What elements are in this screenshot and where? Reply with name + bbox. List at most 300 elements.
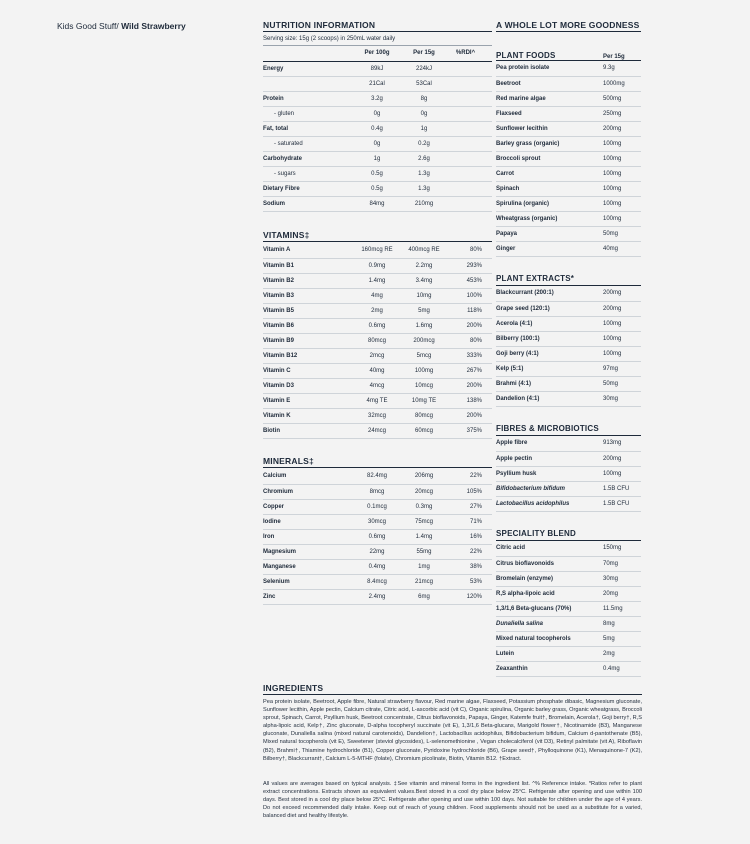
table-row — [263, 408, 492, 423]
row-per15: 1mg — [399, 559, 449, 574]
row-amount: 30mg — [595, 391, 641, 406]
row-label: Energy — [263, 61, 355, 76]
vitamins-title: VITAMINS‡ — [263, 230, 492, 242]
row-label: Vitamin B5 — [263, 303, 355, 318]
row-per100: 8.4mcg — [355, 574, 399, 589]
row-per15: 8g — [399, 91, 449, 106]
row-per100: 8mcg — [355, 484, 399, 499]
row-amount: 1.5B CFU — [595, 496, 641, 511]
row-rdi: 105% — [449, 484, 492, 499]
row-per100: 82.4mg — [355, 469, 399, 484]
row-per15: 224kJ — [399, 61, 449, 76]
row-rdi: 100% — [449, 288, 492, 303]
row-label: Papaya — [496, 226, 595, 241]
row-per100: 1.4mg — [355, 273, 399, 288]
row-amount: 0.4mg — [595, 661, 641, 676]
row-rdi — [449, 151, 492, 166]
plant-foods-table — [496, 61, 641, 257]
fibres-section — [496, 424, 641, 512]
breadcrumb — [57, 21, 186, 31]
row-per15: 206mg — [399, 469, 449, 484]
row-rdi — [449, 61, 492, 76]
table-row — [496, 451, 641, 466]
row-rdi — [449, 91, 492, 106]
goodness-title: A WHOLE LOT MORE GOODNESS — [496, 20, 640, 30]
row-label: Dandelion (4:1) — [496, 391, 595, 406]
table-row — [496, 541, 641, 556]
footnote: All values are averages based on typical analysis. ‡See vitamin and mineral forms in the ingredient list. ^% Reference intake. *Ratios refer to plant extract concentrations. Extracts shown as equivalent values.Best stored in a cool dry place below 25°C. Refrigerate after opening and use within 100 days. Best stored in a cool dry place below 25°C. Refrigerate after opening and use within 100 days. Not suitable for children under the age of 4 years. Do not exceed recommended daily intake. Keep out of reach of young children. Food supplements should not be used as a substitute for a varied, balanced diet and healthy lifestyle. — [263, 781, 642, 820]
row-amount: 2mg — [595, 646, 641, 661]
row-label: Spirulina (organic) — [496, 196, 595, 211]
row-label: Zinc — [263, 589, 355, 604]
plant-extracts-section — [496, 274, 641, 407]
row-label: Selenium — [263, 574, 355, 589]
table-row — [263, 61, 492, 76]
table-row — [263, 484, 492, 499]
row-label: Beetroot — [496, 76, 595, 91]
row-rdi: 200% — [449, 408, 492, 423]
row-label: Wheatgrass (organic) — [496, 211, 595, 226]
row-per100: 2.4mg — [355, 589, 399, 604]
table-row — [263, 106, 492, 121]
table-row — [263, 243, 492, 258]
row-label: Bilberry (100:1) — [496, 331, 595, 346]
row-amount: 250mg — [595, 106, 641, 121]
row-rdi — [449, 121, 492, 136]
table-row — [496, 61, 641, 76]
table-row — [496, 196, 641, 211]
row-per100: 0.6mg — [355, 529, 399, 544]
row-per15: 6mg — [399, 589, 449, 604]
row-per15: 5mcg — [399, 348, 449, 363]
row-per100: 40mg — [355, 363, 399, 378]
table-row — [496, 376, 641, 391]
breadcrumb-prefix[interactable]: Kids Good Stuff/ — [57, 21, 122, 31]
row-rdi — [449, 136, 492, 151]
row-per15: 2.2mg — [399, 258, 449, 273]
row-per100: 0.6mg — [355, 318, 399, 333]
plant-foods-header: Per 15g — [603, 54, 625, 60]
table-row — [263, 574, 492, 589]
speciality-table — [496, 541, 641, 677]
row-label: 1,3/1,6 Beta-glucans (70%) — [496, 601, 595, 616]
row-label: Ginger — [496, 241, 595, 256]
row-label: Bifidobacterium bifidum — [496, 481, 595, 496]
table-row — [263, 181, 492, 196]
table-row — [496, 631, 641, 646]
row-per15: 10mg TE — [399, 393, 449, 408]
row-label: Chromium — [263, 484, 355, 499]
table-row — [263, 136, 492, 151]
row-label: Vitamin B9 — [263, 333, 355, 348]
table-row — [263, 91, 492, 106]
table-row — [263, 151, 492, 166]
row-rdi: 80% — [449, 333, 492, 348]
row-rdi: 120% — [449, 589, 492, 604]
row-label: Vitamin D3 — [263, 378, 355, 393]
row-per15: 1g — [399, 121, 449, 136]
row-rdi: 453% — [449, 273, 492, 288]
header-per15: Per 15g — [399, 46, 449, 61]
row-per15: 60mcg — [399, 423, 449, 438]
table-row — [496, 166, 641, 181]
table-row — [263, 363, 492, 378]
table-row — [263, 303, 492, 318]
row-per100: 22mg — [355, 544, 399, 559]
row-rdi: 200% — [449, 378, 492, 393]
row-amount: 100mg — [595, 211, 641, 226]
row-per100: 4mg — [355, 288, 399, 303]
table-row — [263, 378, 492, 393]
row-amount: 100mg — [595, 151, 641, 166]
row-label: Lutein — [496, 646, 595, 661]
row-label: Sunflower lecithin — [496, 121, 595, 136]
row-label: Vitamin B1 — [263, 258, 355, 273]
nutrition-section — [263, 20, 492, 212]
header-blank — [263, 46, 355, 61]
serving-size: Serving size: 15g (2 scoops) in 250mL water daily — [263, 32, 492, 46]
row-amount: 1.5B CFU — [595, 481, 641, 496]
row-rdi: 200% — [449, 318, 492, 333]
header-per100: Per 100g — [355, 46, 399, 61]
row-label: Vitamin B12 — [263, 348, 355, 363]
row-rdi: 80% — [449, 243, 492, 258]
row-amount: 100mg — [595, 331, 641, 346]
row-label: Iron — [263, 529, 355, 544]
row-per100: 89kJ — [355, 61, 399, 76]
row-amount: 8mg — [595, 616, 641, 631]
minerals-section — [263, 456, 492, 605]
table-row — [263, 318, 492, 333]
row-per100: 0.5g — [355, 166, 399, 181]
minerals-table — [263, 469, 492, 605]
row-rdi: 22% — [449, 544, 492, 559]
row-per100: 0.5g — [355, 181, 399, 196]
row-label: Zeaxanthin — [496, 661, 595, 676]
row-label: Flaxseed — [496, 106, 595, 121]
row-per100: 160mcg RE — [355, 243, 399, 258]
row-label: Magnesium — [263, 544, 355, 559]
goodness-header — [496, 20, 641, 32]
row-amount: 70mg — [595, 556, 641, 571]
plant-foods-title: PLANT FOODS — [496, 51, 556, 60]
row-per15: 210mg — [399, 196, 449, 211]
row-per15: 55mg — [399, 544, 449, 559]
row-per100: 21Cal — [355, 76, 399, 91]
row-label: Grape seed (120:1) — [496, 301, 595, 316]
breadcrumb-product: Wild Strawberry — [121, 21, 186, 31]
fibres-table — [496, 436, 641, 512]
row-amount: 97mg — [595, 361, 641, 376]
table-row — [263, 499, 492, 514]
row-per15: 400mcg RE — [399, 243, 449, 258]
row-label: Vitamin B3 — [263, 288, 355, 303]
table-row — [496, 331, 641, 346]
row-per100: 30mcg — [355, 514, 399, 529]
row-per100: 4mcg — [355, 378, 399, 393]
row-rdi: 71% — [449, 514, 492, 529]
row-amount: 1000mg — [595, 76, 641, 91]
row-label: Barley grass (organic) — [496, 136, 595, 151]
row-label: Vitamin C — [263, 363, 355, 378]
row-amount: 200mg — [595, 121, 641, 136]
row-amount: 100mg — [595, 346, 641, 361]
table-row — [496, 76, 641, 91]
row-amount: 20mg — [595, 586, 641, 601]
row-amount: 9.3g — [595, 61, 641, 76]
row-per15: 1.3g — [399, 181, 449, 196]
plant-extracts-table — [496, 286, 641, 407]
row-label: Broccoli sprout — [496, 151, 595, 166]
row-amount: 150mg — [595, 541, 641, 556]
row-per15: 3.4mg — [399, 273, 449, 288]
table-row — [496, 301, 641, 316]
row-per100: 84mg — [355, 196, 399, 211]
row-label: Red marine algae — [496, 91, 595, 106]
row-per100: 0g — [355, 136, 399, 151]
table-row — [263, 76, 492, 91]
table-row — [496, 316, 641, 331]
row-label: Carbohydrate — [263, 151, 355, 166]
row-label: Spinach — [496, 181, 595, 196]
row-label: Mixed natural tocopherols — [496, 631, 595, 646]
row-label: Brahmi (4:1) — [496, 376, 595, 391]
table-row — [263, 258, 492, 273]
row-per100: 2mg — [355, 303, 399, 318]
row-per15: 0g — [399, 106, 449, 121]
table-row — [263, 333, 492, 348]
row-rdi — [449, 181, 492, 196]
row-label: Iodine — [263, 514, 355, 529]
nutrition-title: NUTRITION INFORMATION — [263, 20, 492, 32]
row-per15: 1.3g — [399, 166, 449, 181]
row-per100: 4mg TE — [355, 393, 399, 408]
plant-extracts-title: PLANT EXTRACTS* — [496, 274, 641, 286]
row-amount: 200mg — [595, 451, 641, 466]
table-row — [496, 91, 641, 106]
table-row — [263, 469, 492, 484]
row-per15: 100mg — [399, 363, 449, 378]
row-label: Sodium — [263, 196, 355, 211]
row-label: Vitamin B6 — [263, 318, 355, 333]
row-per100: 80mcg — [355, 333, 399, 348]
row-amount: 5mg — [595, 631, 641, 646]
table-row — [496, 226, 641, 241]
row-per15: 0.3mg — [399, 499, 449, 514]
row-amount: 100mg — [595, 136, 641, 151]
row-rdi: 333% — [449, 348, 492, 363]
row-amount: 100mg — [595, 316, 641, 331]
row-amount: 913mg — [595, 436, 641, 451]
table-row — [496, 151, 641, 166]
row-label: Vitamin E — [263, 393, 355, 408]
vitamins-section — [263, 230, 492, 439]
row-label: Vitamin K — [263, 408, 355, 423]
table-row — [496, 481, 641, 496]
row-label: Goji berry (4:1) — [496, 346, 595, 361]
row-rdi — [449, 106, 492, 121]
row-rdi: 118% — [449, 303, 492, 318]
table-row — [263, 348, 492, 363]
row-label: Dietary Fibre — [263, 181, 355, 196]
row-per100: 32mcg — [355, 408, 399, 423]
row-amount: 50mg — [595, 226, 641, 241]
table-row — [496, 466, 641, 481]
row-amount: 40mg — [595, 241, 641, 256]
table-row — [496, 616, 641, 631]
ingredients-section — [263, 683, 642, 763]
plant-foods-head — [496, 47, 641, 61]
table-row — [496, 241, 641, 256]
table-row — [263, 196, 492, 211]
row-label: Bromelain (enzyme) — [496, 571, 595, 586]
row-per100: 2mcg — [355, 348, 399, 363]
row-amount: 11.5mg — [595, 601, 641, 616]
row-amount: 200mg — [595, 286, 641, 301]
ingredients-title: INGREDIENTS — [263, 683, 642, 695]
header-rdi: %RDI^ — [449, 46, 492, 61]
row-amount: 50mg — [595, 376, 641, 391]
row-per100: 3.2g — [355, 91, 399, 106]
speciality-section — [496, 529, 641, 677]
row-rdi: 138% — [449, 393, 492, 408]
row-label: Apple fibre — [496, 436, 595, 451]
row-label: Apple pectin — [496, 451, 595, 466]
row-label: Psyllium husk — [496, 466, 595, 481]
row-per15: 21mcg — [399, 574, 449, 589]
nutrition-table — [263, 46, 492, 212]
row-per15: 0.2g — [399, 136, 449, 151]
row-per15: 2.6g — [399, 151, 449, 166]
row-rdi: 38% — [449, 559, 492, 574]
row-rdi — [449, 166, 492, 181]
table-row — [496, 361, 641, 376]
row-rdi: 53% — [449, 574, 492, 589]
row-per100: 0.4mg — [355, 559, 399, 574]
table-row — [263, 288, 492, 303]
table-row — [496, 121, 641, 136]
row-per15: 1.4mg — [399, 529, 449, 544]
table-row — [496, 181, 641, 196]
row-label: Biotin — [263, 423, 355, 438]
row-label: Vitamin A — [263, 243, 355, 258]
row-label: Calcium — [263, 469, 355, 484]
table-row — [496, 496, 641, 511]
table-row — [496, 586, 641, 601]
row-label: R,S alpha-lipoic acid — [496, 586, 595, 601]
table-row — [263, 273, 492, 288]
row-label: Fat, total — [263, 121, 355, 136]
row-label: Citric acid — [496, 541, 595, 556]
table-row — [496, 556, 641, 571]
row-rdi: 22% — [449, 469, 492, 484]
table-row — [496, 391, 641, 406]
ingredients-text: Pea protein isolate, Beetroot, Apple fibre, Natural strawberry flavour, Red marine algae, Flaxseed, Potassium phosphate dibasic, Magnesium gluconate, Sunflower lecithin, Apple pectin, Calcium citrate, Citric acid, L-ascorbic acid (vit C), Organic spirulina, Organic barley grass, Organic wheatgrass, Broccoli sprout, Spinach, Carrot, Psyllium husk, Beetroot concentrate, Citrus bioflavonoids, Papaya, Ginger, Katemfe fruit†, Bromelain, Acerola†, Goji berry†, R,S alpha-lipoic acid, Kelp†, Zinc gluconate, D-alpha tocopheryl succinate (vit E), 1,3/1,6 Beta-glucans, Marigold flower†, Nicotinamide (B3), Manganese gluconate, Dunaliella salina (mixed natural carotenoids), Dandelion†, Lactobacillus acidophilus, Bifidobacterium bifidum, Calcium d-pantothenate (B5), Mixed natural tocopherols (vit E), Sweetener (steviol glycosides), L-selenomethionine , Vegan cholecalciferol (vit D3), Retinyl palmitate (vit A), Riboflavin (B2), Brahmi†, Thiamine hydrochloride (B1), Copper gluconate, Pyridoxine hydrochloride (B6), Grape seed†, Phylloquinone (K1), Menaquinone-7 (K2), Bilberry†, Blackcurrant†, Calcium L-5-MTHF (folate), Chromium picolinate, Biotin, Vitamin B12. †Extract. — [263, 699, 642, 762]
table-row — [263, 393, 492, 408]
row-label: Pea protein isolate — [496, 61, 595, 76]
row-label: Copper — [263, 499, 355, 514]
row-label: Blackcurrant (200:1) — [496, 286, 595, 301]
row-per15: 5mg — [399, 303, 449, 318]
row-per100: 0.9mg — [355, 258, 399, 273]
row-per100: 24mcg — [355, 423, 399, 438]
row-label: Acerola (4:1) — [496, 316, 595, 331]
row-amount: 500mg — [595, 91, 641, 106]
row-per100: 0g — [355, 106, 399, 121]
fibres-title: FIBRES & MICROBIOTICS — [496, 424, 641, 436]
row-amount: 30mg — [595, 571, 641, 586]
row-amount: 100mg — [595, 466, 641, 481]
row-per15: 10mg — [399, 288, 449, 303]
row-per15: 200mcg — [399, 333, 449, 348]
row-label: Manganese — [263, 559, 355, 574]
table-row — [263, 589, 492, 604]
table-row — [496, 601, 641, 616]
row-rdi — [449, 196, 492, 211]
table-row — [496, 136, 641, 151]
row-per100: 1g — [355, 151, 399, 166]
table-row — [496, 436, 641, 451]
row-rdi: 27% — [449, 499, 492, 514]
row-amount: 100mg — [595, 181, 641, 196]
row-label: - sugars — [263, 166, 355, 181]
minerals-title: MINERALS‡ — [263, 456, 492, 468]
table-row — [263, 423, 492, 438]
table-row — [263, 166, 492, 181]
table-row — [496, 661, 641, 676]
row-label: Citrus bioflavonoids — [496, 556, 595, 571]
row-amount: 100mg — [595, 196, 641, 211]
row-label: - saturated — [263, 136, 355, 151]
plant-foods-section — [496, 47, 641, 257]
row-label: Carrot — [496, 166, 595, 181]
table-row — [263, 529, 492, 544]
row-label: Protein — [263, 91, 355, 106]
row-amount: 100mg — [595, 166, 641, 181]
row-per15: 10mcg — [399, 378, 449, 393]
row-per100: 0.4g — [355, 121, 399, 136]
table-row — [496, 106, 641, 121]
row-rdi: 267% — [449, 363, 492, 378]
table-row — [263, 544, 492, 559]
row-label: Lactobacillus acidophilus — [496, 496, 595, 511]
table-row — [496, 346, 641, 361]
table-row — [496, 646, 641, 661]
row-label: Kelp (5:1) — [496, 361, 595, 376]
row-rdi: 293% — [449, 258, 492, 273]
row-per15: 1.6mg — [399, 318, 449, 333]
vitamins-table — [263, 243, 492, 439]
nutrition-header-row — [263, 46, 492, 61]
row-label: Vitamin B2 — [263, 273, 355, 288]
row-label — [263, 76, 355, 91]
row-per15: 53Cal — [399, 76, 449, 91]
row-per15: 75mcg — [399, 514, 449, 529]
row-per15: 80mcg — [399, 408, 449, 423]
row-rdi: 375% — [449, 423, 492, 438]
table-row — [263, 121, 492, 136]
row-per100: 0.1mcg — [355, 499, 399, 514]
row-per15: 20mcg — [399, 484, 449, 499]
table-row — [496, 286, 641, 301]
table-row — [263, 514, 492, 529]
table-row — [496, 571, 641, 586]
row-amount: 200mg — [595, 301, 641, 316]
row-rdi — [449, 76, 492, 91]
table-row — [263, 559, 492, 574]
speciality-title: SPECIALITY BLEND — [496, 529, 641, 541]
row-rdi: 16% — [449, 529, 492, 544]
